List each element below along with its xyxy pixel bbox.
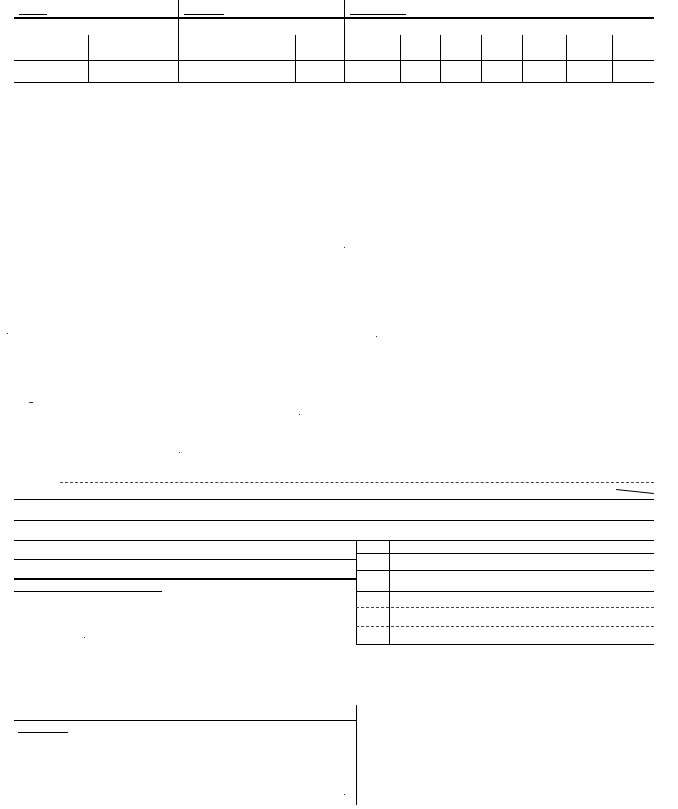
col-divider (178, 0, 179, 82)
speck (299, 414, 300, 415)
rec-prec-underline (19, 14, 47, 15)
usbm-dist-underline (184, 14, 224, 15)
col-divider (481, 35, 482, 82)
rule-home-office (14, 520, 654, 521)
rule-operating-official (14, 540, 654, 541)
table-date-divider (389, 540, 390, 644)
speck (344, 794, 345, 795)
col-divider (344, 0, 345, 82)
col-divider (522, 35, 523, 82)
col-divider (440, 35, 441, 82)
comments-divider (356, 705, 357, 805)
table-bottom-rule (356, 644, 654, 645)
col-divider (612, 35, 613, 82)
col-divider (566, 35, 567, 82)
speck (344, 247, 345, 248)
table-row-rule (356, 591, 654, 592)
table-row-rule (356, 607, 654, 608)
speck (376, 336, 377, 337)
col-divider (88, 35, 89, 82)
speck (7, 333, 8, 334)
col-divider (295, 35, 296, 82)
row-bottom-rule (14, 82, 654, 83)
rule-mine-company (14, 499, 654, 500)
comments-underline (18, 732, 68, 733)
rule-date-development (14, 559, 356, 560)
pen-stroke (616, 489, 654, 494)
speck (29, 402, 33, 403)
col-divider (400, 35, 401, 82)
table-header-rule (356, 553, 654, 554)
rule-date-production (14, 578, 356, 580)
card-top-dashed-rule (60, 482, 654, 483)
speck (84, 637, 85, 638)
speck (179, 452, 180, 453)
header-bottom-rule (14, 60, 654, 61)
table-row-rule (356, 570, 654, 571)
table-left-border (356, 540, 357, 644)
usgs-coord-underline (350, 14, 406, 15)
rule-leases (14, 591, 162, 592)
header-top-rule (14, 17, 654, 19)
rule-above-comments (14, 720, 356, 721)
table-row-rule (356, 626, 654, 627)
